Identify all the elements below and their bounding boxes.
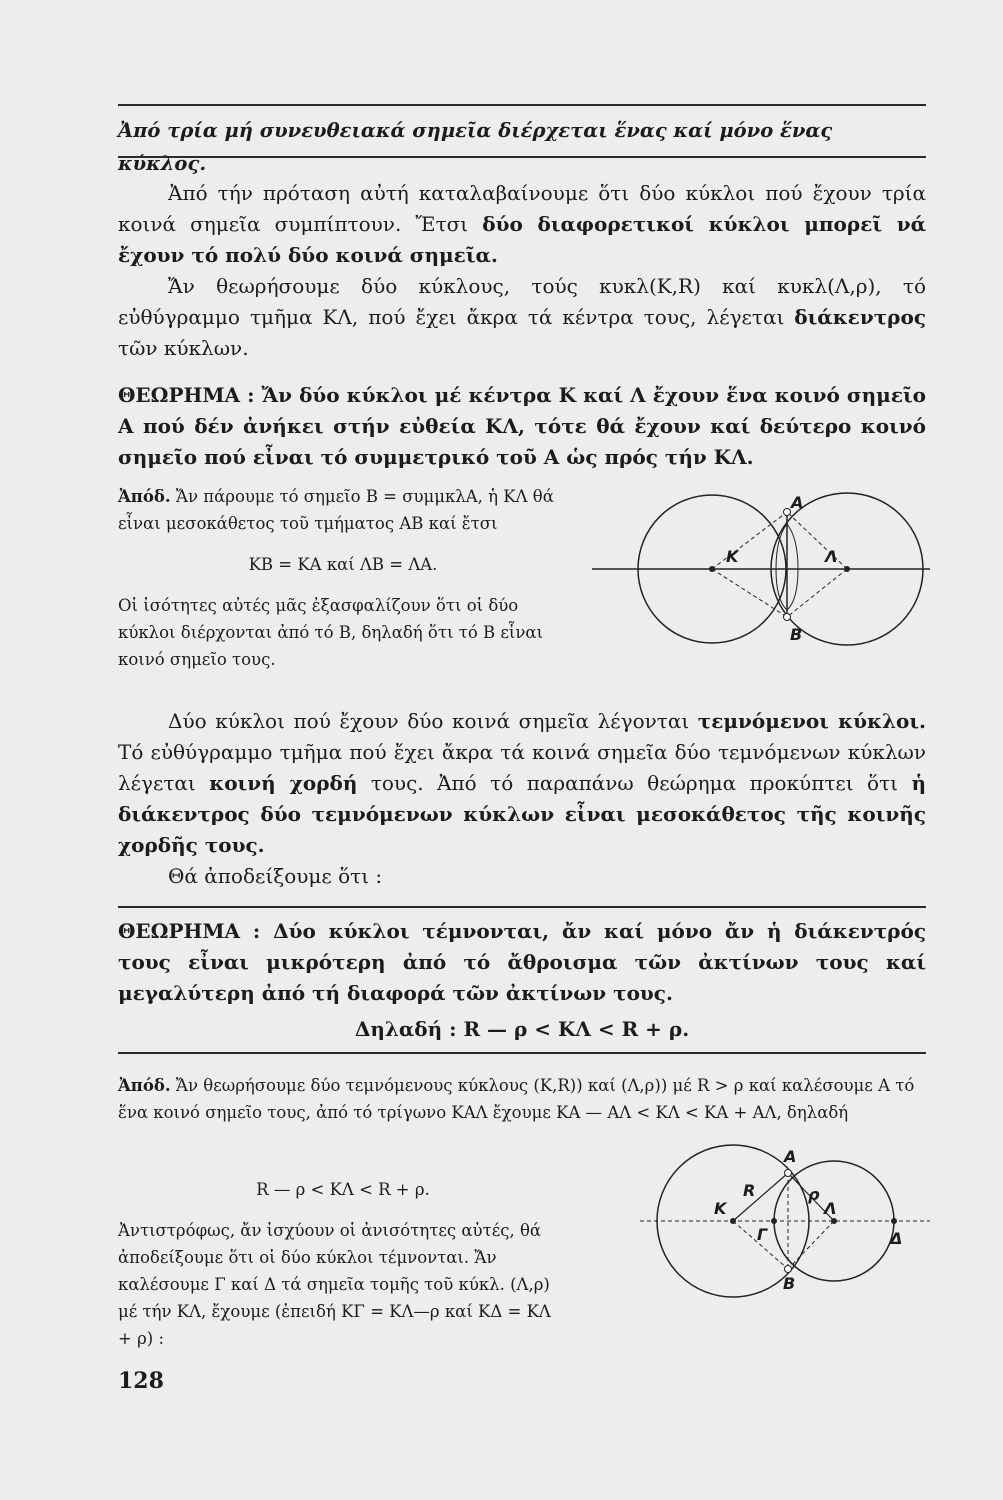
top-rule bbox=[118, 104, 926, 106]
theorem-3 bbox=[118, 916, 926, 1009]
proof-2-intro: Ἀπόδ. Ἄν θεωρήσουμε δύο τεμνόμενους κύκλους (K,R)) καί (Λ,ρ)) μέ R > ρ καί καλέσουμε Α τό ἕνα κοινό σημεῖο τους, ἀπό τό τρίγωνο ΚΑΛ ἔχουμε ΚΑ — ΑΛ < ΚΛ < ΚΑ + ΑΛ, δηλαδή bbox=[118, 1076, 915, 1122]
paragraph-3: Δύο κύκλοι πού ἔχουν δύο κοινά σημεῖα λέγονται τεμνόμενοι κύκλοι. Τό εὐθύγραμμο τμῆμα πού ἔχει ἄκρα τά κοινά σημεῖα δύο τεμνόμενων κύκλων λέγεται κοινή χορδή τους. Ἀπό τό παραπάνω θεώρημα προκύπτει ὅτι ἡ διάκεντρος δύο τεμνόμενων κύκλων εἶναι μεσοκάθετος τῆς κοινῆς χορδῆς τους. bbox=[118, 709, 926, 857]
proof-1 bbox=[118, 483, 568, 673]
segment-lb bbox=[788, 1221, 834, 1269]
theorem-3-top-rule bbox=[118, 906, 926, 908]
proof-1-equation: ΚΒ = ΚΑ καί ΛΒ = ΛΑ. bbox=[248, 555, 438, 574]
theorem-2-text: Ἄν δύο κύκλοι μέ κέντρα Κ καί Λ ἔχουν ἕνα κοινό σημεῖο Α πού δέν ἀνήκει στήν εὐθεία ΚΛ, τότε θά ἔχουν καί δεύτερο κοινό σημεῖο πού εἶναι τό συμμετρικό τοῦ Α ὡς πρός τήν ΚΛ. bbox=[118, 383, 926, 469]
page-number: 128 bbox=[118, 1368, 164, 1394]
point-a bbox=[784, 509, 791, 516]
body-paragraphs-2 bbox=[118, 706, 926, 892]
body-paragraphs-1 bbox=[118, 178, 926, 364]
theorem-3-bottom-rule bbox=[118, 1052, 926, 1054]
label-k: K bbox=[714, 1199, 727, 1218]
label-b: B bbox=[783, 1274, 796, 1293]
point-b bbox=[785, 1266, 792, 1273]
point-k bbox=[730, 1218, 736, 1224]
proof-1-intro: Ἀπόδ. Ἄν πάρουμε τό σημεῖο Β = συμμκλΑ, ἡ ΚΛ θά εἶναι μεσοκάθετος τοῦ τμήματος ΑΒ καί ἔτσι bbox=[118, 487, 554, 533]
point-l bbox=[844, 566, 850, 572]
arc-mark-4 bbox=[787, 569, 798, 610]
point-g bbox=[771, 1218, 777, 1224]
label-l: Λ bbox=[824, 1199, 837, 1218]
label-l: Λ bbox=[825, 547, 838, 566]
segment-la bbox=[787, 512, 847, 569]
label-a: A bbox=[784, 1147, 797, 1166]
label-g: Γ bbox=[757, 1225, 768, 1244]
label-a: A bbox=[791, 493, 804, 512]
figure-intersecting-circles-1 bbox=[592, 488, 930, 658]
theorem-3-text: Δύο κύκλοι τέμνονται, ἄν καί μόνο ἄν ἡ διάκεντρός τους εἶναι μικρότερη ἀπό τό ἄθροισμα τῶν ἀκτίνων τους καί μεγαλύτερη ἀπό τή διαφορά τῶν ἀκτίνων τους. bbox=[118, 919, 926, 1005]
theorem-3-formula: Δηλαδή : R — ρ < ΚΛ < R + ρ. bbox=[354, 1017, 690, 1041]
proof-2-body bbox=[118, 1176, 568, 1352]
theorem-1: Ἀπό τρία μή συνευθειακά σημεῖα διέρχεται ἕνας καί μόνο ἕνας κύκλος. bbox=[118, 119, 833, 175]
proof-1-conclusion: Οἱ ἰσότητες αὐτές μᾶς ἐξασφαλίζουν ὅτι οἱ δύο κύκλοι διέρχονται ἀπό τό Β, δηλαδή ὅτι τό Β εἶναι κοινό σημεῖο τους. bbox=[118, 596, 544, 669]
point-a bbox=[785, 1170, 792, 1177]
arc-mark-2 bbox=[787, 524, 798, 569]
theorem-1-bottom-rule bbox=[118, 156, 926, 158]
figure-intersecting-circles-2 bbox=[640, 1130, 930, 1310]
theorem-2 bbox=[118, 380, 926, 473]
theorem-3-label: ΘΕΩΡΗΜΑ : bbox=[118, 919, 274, 943]
point-b bbox=[784, 614, 791, 621]
paragraph-2: Ἄν θεωρήσουμε δύο κύκλους, τούς κυκλ(K,R) καί κυκλ(Λ,ρ), τό εὐθύγραμμο τμῆμα ΚΛ, πού ἔχει ἄκρα τά κέντρα τους, λέγεται διάκεντρος τῶν κύκλων. bbox=[118, 274, 926, 360]
label-rho: ρ bbox=[808, 1185, 820, 1204]
proof-2-converse: Ἀντιστρόφως, ἄν ἰσχύουν οἱ ἀνισότητες αὐτές, θά ἀποδείξουμε ὅτι οἱ δύο κύκλοι τέμνονται. Ἄν καλέσουμε Γ καί Δ τά σημεῖα τομῆς τοῦ κύκλ. (Λ,ρ) μέ τήν ΚΛ, ἔχουμε (ἐπειδή ΚΓ = ΚΛ—ρ καί ΚΔ = ΚΛ + ρ) : bbox=[118, 1221, 551, 1348]
paragraph-4: Θά ἀποδείξουμε ὅτι : bbox=[168, 864, 383, 888]
proof-2-equation: R — ρ < ΚΛ < R + ρ. bbox=[256, 1180, 430, 1199]
point-l bbox=[831, 1218, 837, 1224]
theorem-2-label: ΘΕΩΡΗΜΑ : bbox=[118, 383, 262, 407]
label-r: R bbox=[743, 1181, 756, 1200]
label-k: K bbox=[726, 547, 739, 566]
point-k bbox=[709, 566, 715, 572]
paragraph-1: Ἀπό τήν πρόταση αὐτή καταλαβαίνουμε ὅτι δύο κύκλοι πού ἔχουν τρία κοινά σημεῖα συμπίπτουν. Ἔτσι δύο διαφορετικοί κύκλοι μπορεῖ νά ἔχουν τό πολύ δύο κοινά σημεῖα. bbox=[118, 181, 926, 267]
label-d: Δ bbox=[890, 1229, 903, 1248]
label-b: B bbox=[790, 625, 803, 644]
point-d bbox=[891, 1218, 897, 1224]
